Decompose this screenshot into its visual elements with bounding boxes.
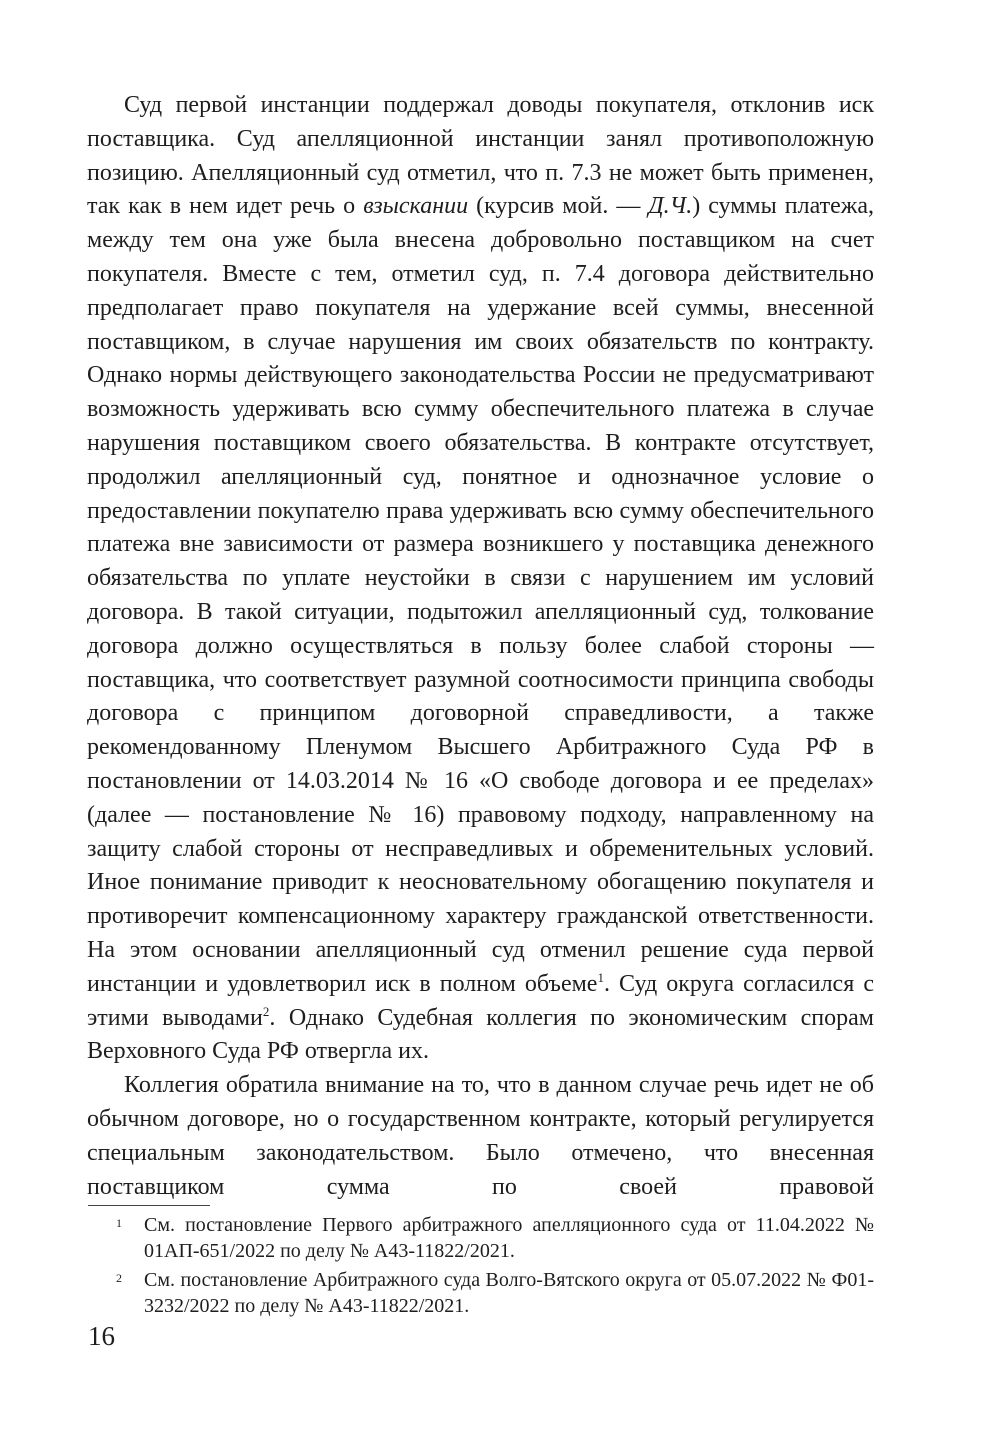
footnotes: [88, 1212, 874, 1322]
page-number: 16: [88, 1321, 115, 1351]
footnote-separator: [88, 1205, 210, 1206]
text-segment: . Однако Судебная коллегия по экономическим спорам Верховного Суда РФ отвергла их.: [87, 1004, 874, 1065]
text-segment: . Суд округа согласился с этими выводами: [87, 970, 874, 1031]
footnote-number: 2: [116, 1271, 122, 1285]
author-initials: Д.Ч.: [648, 193, 693, 220]
footnote-number: 1: [116, 1216, 122, 1230]
text-segment: ) суммы платежа, между тем она уже была внесена добровольно поставщиком на счет покупателя. Вместе с тем, отметил суд, п. 7.4 договора действительно предполагает право покупателя на удержание всей суммы, внесенной поставщиком, в случае нарушения им своих обязательств по контракту. Однако нормы действующего законодательства России не предусматривают возможность удерживать всю сумму обеспечительного платежа в случае нарушения поставщиком своего обязательства. В контракте отсутствует, продолжил апелляционный суд, понятное и однозначное условие о предоставлении покупателю права удерживать всю сумму обеспечительного платежа вне зависимости от размера возникшего у поставщика денежного обязательства по уплате неустойки в связи с нарушением им условий договора. В такой ситуации, подытожил апелляционный суд, толкование договора должно осуществляться в пользу более слабой стороны — поставщика, что соответствует разумной соотносимости принципа свободы договора с принципом договорной справедливости, а также рекомендованному Пленумом Высшего Арбитражного Суда РФ в постановлении от 14.03.2014 № 16 «О свободе договора и ее пределах» (далее — постановление № 16) правовому подходу, направленному на защиту слабой стороны от несправедливых и обременительных условий. Иное понимание приводит к неосновательному обогащению покупателя и противоречит компенсационному характеру гражданской ответственности. На этом основании апелляционный суд отменил решение суда первой инстанции и удовлетворил иск в полном объеме: [87, 193, 874, 997]
footnote-2: [88, 1267, 874, 1319]
footnote-1: [88, 1212, 874, 1264]
text-segment: (курсив мой. —: [468, 193, 649, 220]
main-text: [87, 89, 874, 1204]
footnote-text: См. постановление Первого арбитражного апелляционного суда от 11.04.2022 № 01АП-651/2022 по делу № А43-11822/2021.: [144, 1214, 874, 1262]
footnote-ref-2: 2: [262, 1003, 270, 1019]
footnote-text: См. постановление Арбитражного суда Волго-Вятского округа от 05.07.2022 № Ф01-3232/2022 по делу № А43-11822/2021.: [144, 1269, 874, 1317]
paragraph-2: Коллегия обратила внимание на то, что в данном случае речь идет не об обычном договоре, но о государственном контракте, который регулируется специальным законодательством. Было отмечено, что внесенная поставщиком сумма по своей правовой: [87, 1072, 874, 1200]
footnote-ref-1: 1: [597, 969, 604, 985]
emphasis-text: взыскании: [363, 193, 469, 220]
text-segment: Суд первой инстанции поддержал доводы покупателя, отклонив иск поставщика. Суд апелляционной инстанции занял противоположную позицию. Апелляционный суд отметил, что п. 7.3 не может быть применен, так как в нем идет речь о: [87, 92, 874, 220]
paragraph-1: [87, 89, 874, 1069]
